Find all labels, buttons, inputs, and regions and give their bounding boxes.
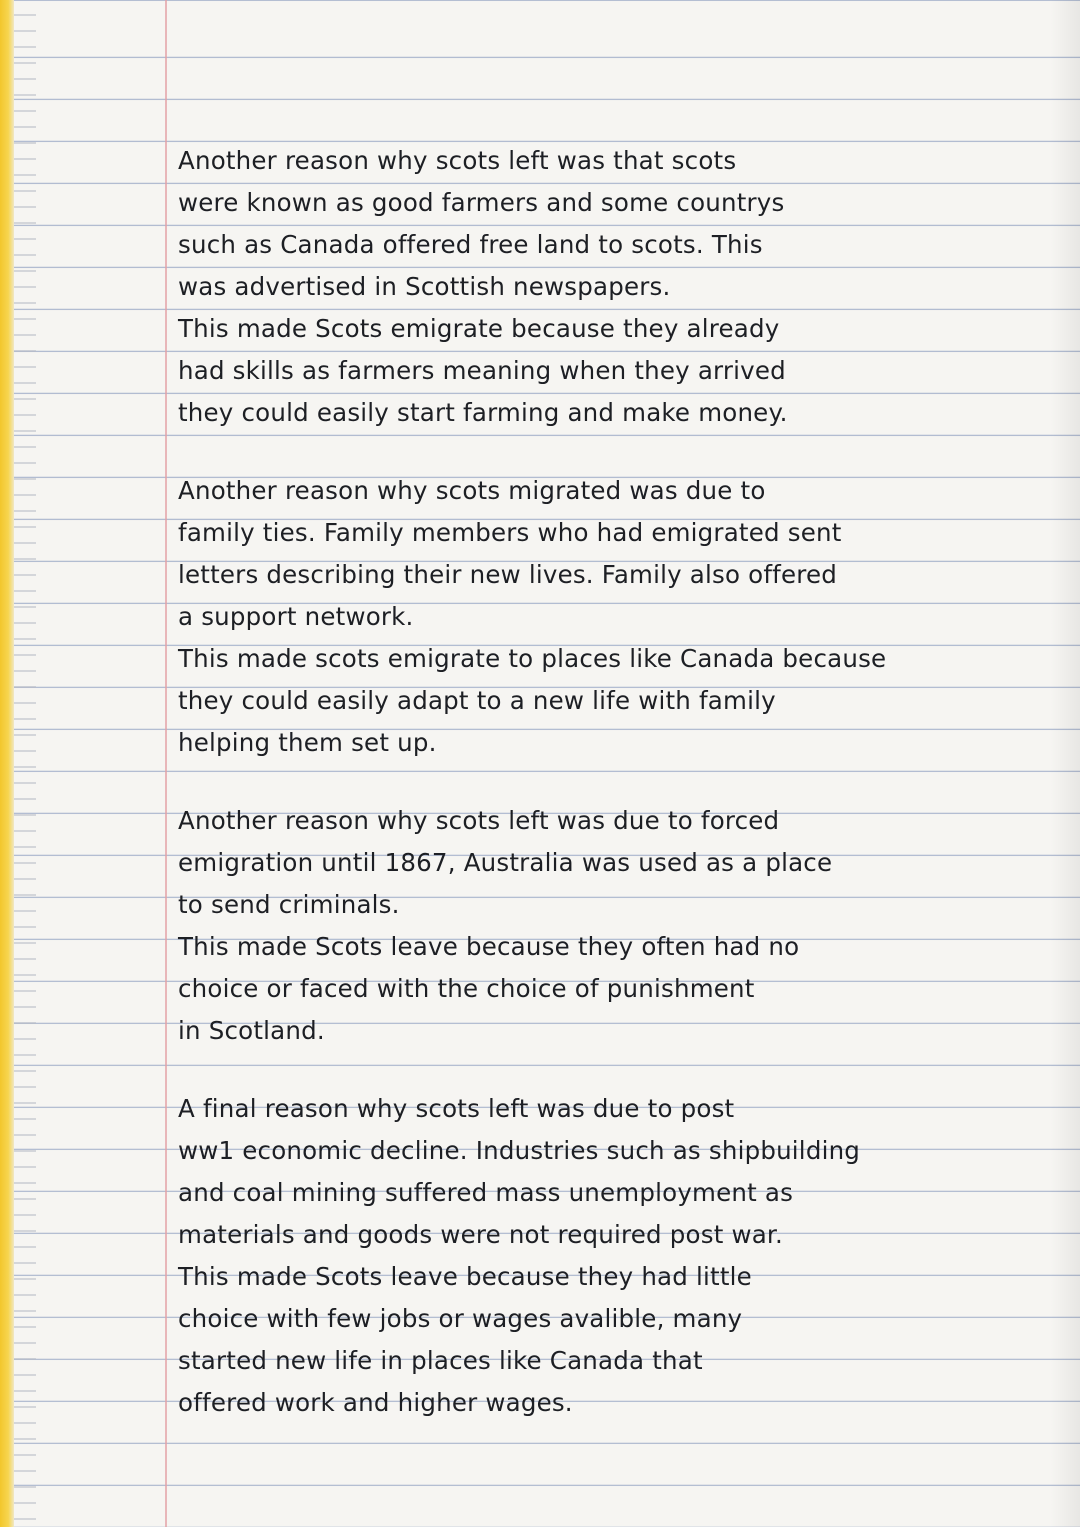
text-line: This made Scots leave because they had little (178, 1262, 752, 1291)
text-line: A final reason why scots left was due to post (178, 1094, 735, 1123)
text-line: offered work and higher wages. (178, 1388, 573, 1417)
margin-line (165, 0, 167, 1527)
notebook-binding (0, 0, 14, 1527)
text-line: choice with few jobs or wages avalible, many (178, 1304, 743, 1333)
text-line: materials and goods were not required post war. (178, 1220, 783, 1249)
text-line: letters describing their new lives. Family also offered (178, 560, 838, 589)
paragraph-economic-decline (178, 1088, 1038, 1424)
text-line: This made Scots emigrate because they already (178, 314, 780, 343)
text-line: This made Scots leave because they often had no (178, 932, 800, 961)
page-edge-shadow (1050, 0, 1080, 1527)
paragraph-farmers (178, 140, 1038, 434)
text-line: and coal mining suffered mass unemployment as (178, 1178, 794, 1207)
text-line: in Scotland. (178, 1016, 325, 1045)
paragraph-forced-emigration (178, 800, 1038, 1052)
text-line: they could easily start farming and make money. (178, 398, 788, 427)
text-line: Another reason why scots left was due to forced (178, 806, 780, 835)
text-line: a support network. (178, 602, 414, 631)
text-line: were known as good farmers and some countrys (178, 188, 785, 217)
text-line: choice or faced with the choice of punishment (178, 974, 755, 1003)
text-line: such as Canada offered free land to scots. This (178, 230, 763, 259)
text-line: Another reason why scots migrated was due to (178, 476, 766, 505)
text-line: helping them set up. (178, 728, 437, 757)
text-line: started new life in places like Canada that (178, 1346, 703, 1375)
text-line: to send criminals. (178, 890, 400, 919)
text-line: Another reason why scots left was that scots (178, 146, 737, 175)
text-line: emigration until 1867, Australia was used as a place (178, 848, 833, 877)
paragraph-family-ties (178, 470, 1038, 764)
text-line: family ties. Family members who had emigrated sent (178, 518, 842, 547)
text-line: This made scots emigrate to places like Canada because (178, 644, 887, 673)
text-line: ww1 economic decline. Industries such as shipbuilding (178, 1136, 861, 1165)
handwritten-notes (178, 140, 1038, 1460)
text-line: they could easily adapt to a new life with family (178, 686, 776, 715)
text-line: had skills as farmers meaning when they arrived (178, 356, 786, 385)
text-line: was advertised in Scottish newspapers. (178, 272, 671, 301)
page-perforation (14, 0, 36, 1527)
